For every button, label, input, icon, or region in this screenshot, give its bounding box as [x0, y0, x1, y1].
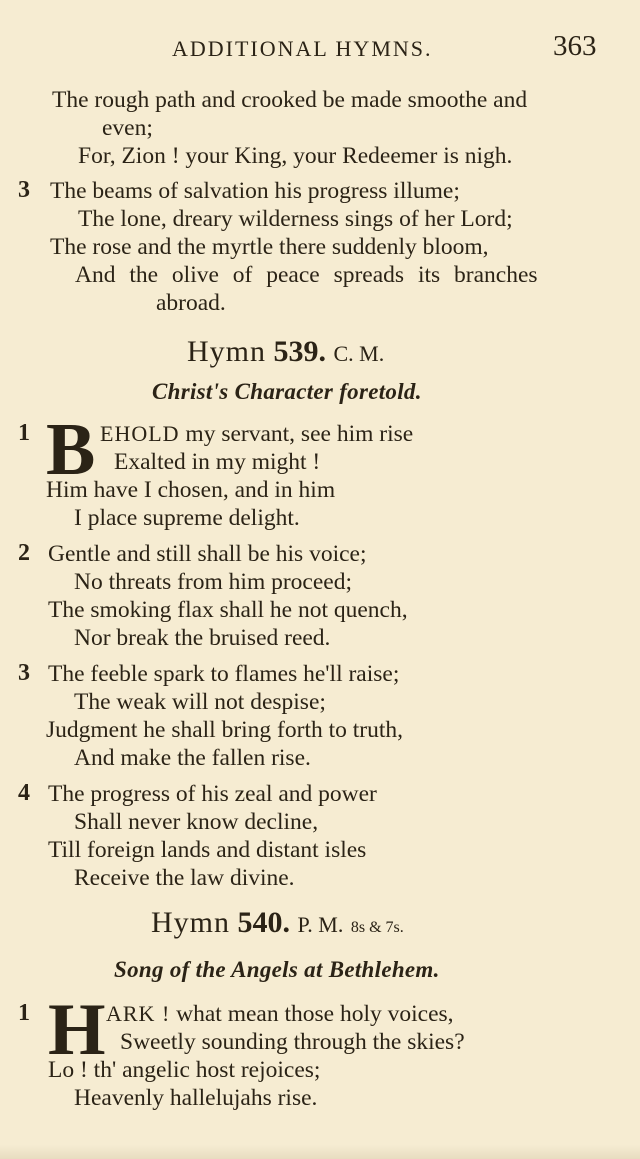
verse-line: Receive the law divine.	[74, 865, 295, 891]
verse-line: Him have I chosen, and in him	[46, 477, 336, 503]
verse-line: Judgment he shall bring forth to truth,	[46, 717, 404, 743]
hymn-number: 540.	[237, 906, 290, 939]
verse-line: Lo ! th' angelic host rejoices;	[48, 1057, 321, 1083]
stanza-number: 1	[18, 1000, 30, 1026]
verse-line: Till foreign lands and distant isles	[48, 837, 367, 863]
hymn-meter: C. M.	[333, 341, 385, 366]
stanza-number: 3	[18, 660, 30, 686]
verse-line: Sweetly sounding through the skies?	[120, 1029, 465, 1055]
verse-line: EHOLD my servant, see him rise	[100, 421, 414, 447]
verse-line: ARK ! what mean those holy voices,	[106, 1001, 454, 1027]
hymn-title	[187, 335, 384, 369]
verse-line: abroad.	[156, 290, 226, 316]
stanza-number: 4	[18, 780, 30, 806]
verse-line: The progress of his zeal and power	[48, 781, 377, 807]
stanza-number: 1	[18, 420, 30, 446]
hymn-meter: P. M.	[297, 912, 344, 937]
stanza-number: 2	[18, 540, 30, 566]
drop-cap: H	[48, 989, 106, 1071]
verse-line: The rough path and crooked be made smoothe and	[52, 87, 528, 113]
verse-line: even;	[102, 115, 153, 141]
verse-line: The rose and the myrtle there suddenly bloom,	[50, 234, 489, 260]
hymn-title-prefix: Hymn	[151, 906, 230, 939]
verse-line: The smoking flax shall he not quench,	[48, 597, 408, 623]
verse-line: And the olive of peace spreads its branches	[75, 262, 538, 288]
verse-line: The beams of salvation his progress illume;	[50, 178, 460, 204]
hymn-subtitle: Christ's Character foretold.	[152, 379, 422, 404]
verse-line: Exalted in my might !	[114, 449, 321, 475]
hymn-number: 539.	[273, 335, 326, 368]
hymn-subtitle: Song of the Angels at Bethlehem.	[114, 957, 440, 982]
running-title: ADDITIONAL HYMNS.	[172, 36, 433, 61]
hymn-title-prefix: Hymn	[187, 335, 266, 368]
page-edge-shade	[0, 1145, 640, 1159]
hymn-title	[151, 906, 404, 940]
drop-cap: B	[46, 409, 96, 491]
verse-line: Nor break the bruised reed.	[74, 625, 331, 651]
verse-line: The lone, dreary wilderness sings of her Lord;	[78, 206, 513, 232]
stanza-number: 3	[18, 177, 30, 203]
verse-line: For, Zion ! your King, your Redeemer is nigh.	[78, 143, 513, 169]
verse-line: The feeble spark to flames he'll raise;	[48, 661, 400, 687]
page-number: 363	[553, 30, 597, 62]
verse-line: No threats from him proceed;	[74, 569, 352, 595]
verse-line: The weak will not despise;	[74, 689, 326, 715]
verse-line: Shall never know decline,	[74, 809, 319, 835]
verse-line: And make the fallen rise.	[74, 745, 311, 771]
verse-line: Gentle and still shall be his voice;	[48, 541, 367, 567]
verse-line: I place supreme delight.	[74, 505, 300, 531]
hymn-meter-detail: 8s & 7s.	[350, 919, 404, 936]
verse-line: Heavenly hallelujahs rise.	[74, 1085, 318, 1111]
